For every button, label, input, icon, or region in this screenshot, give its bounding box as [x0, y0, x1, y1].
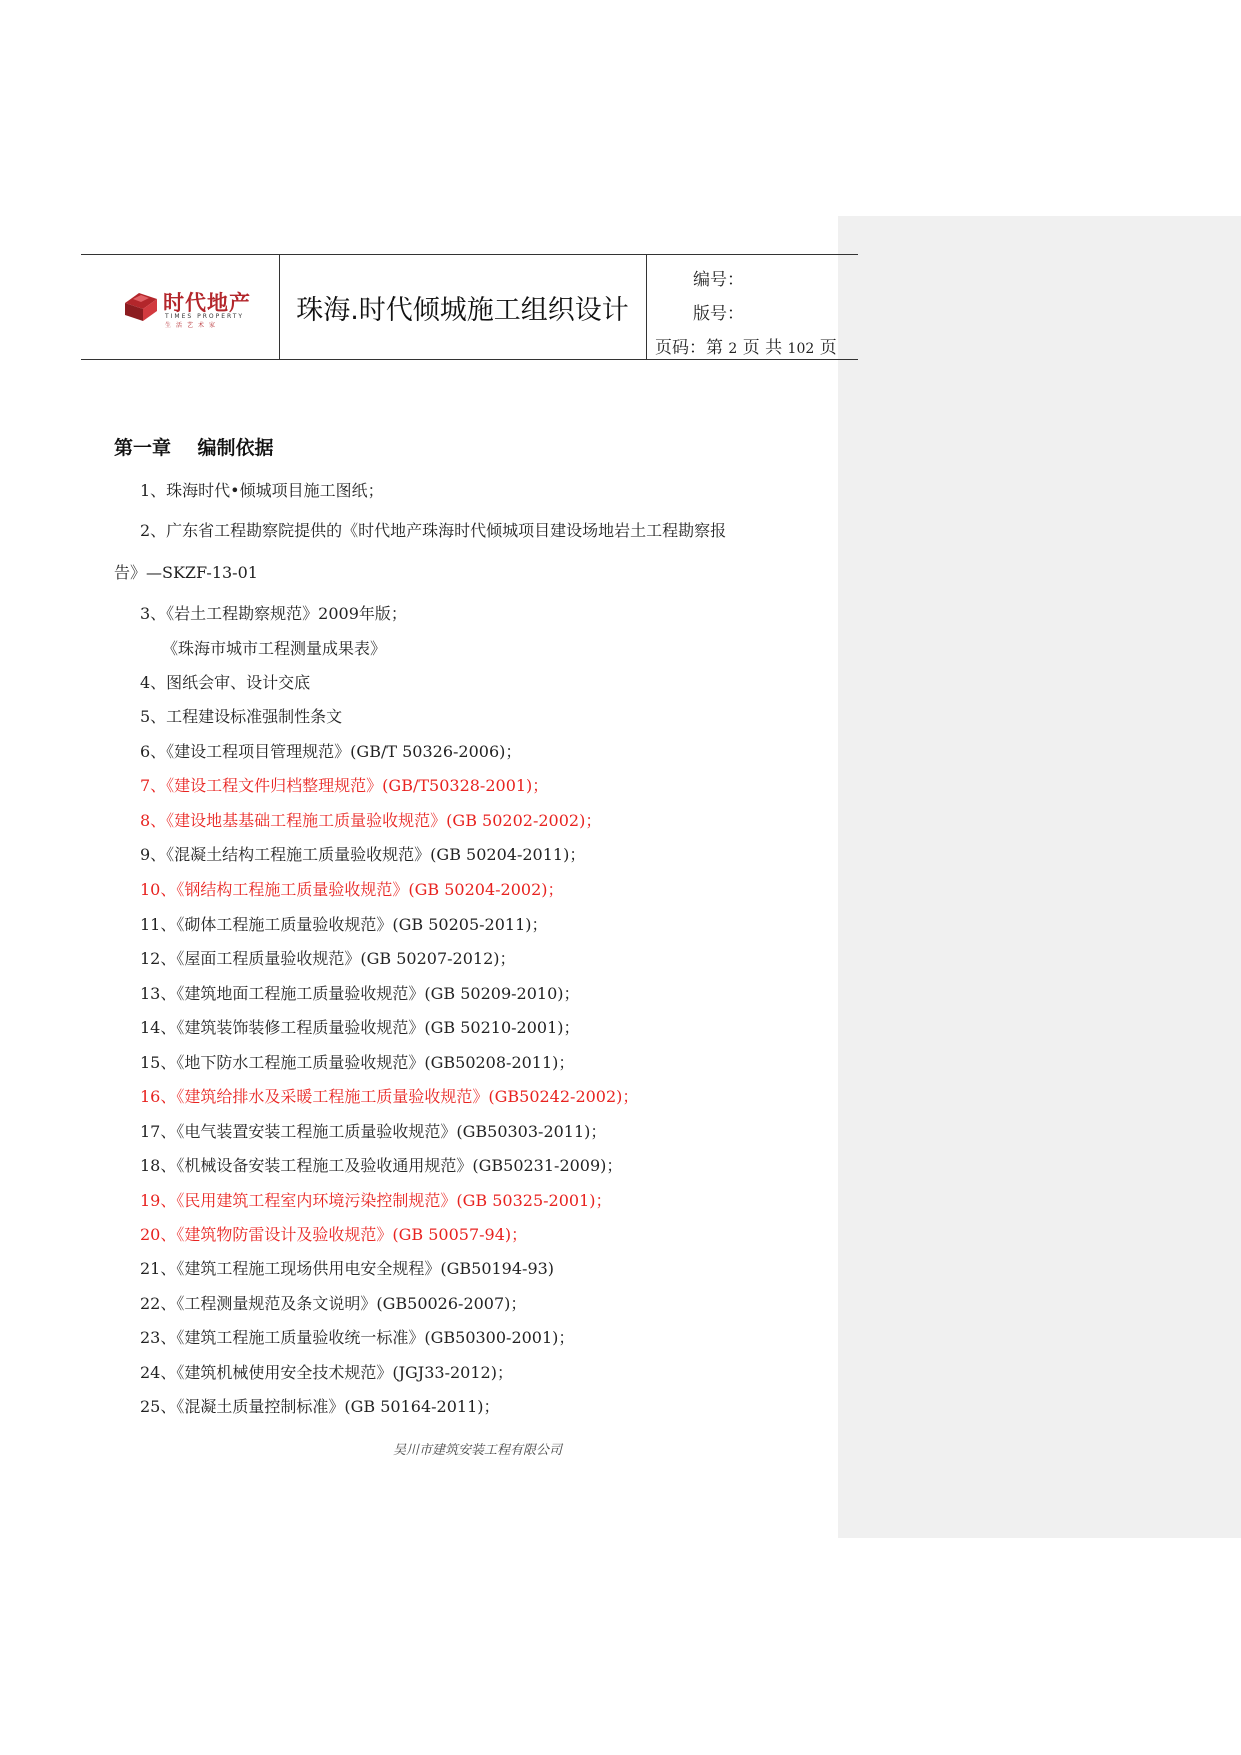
page-footer: 吴川市建筑安装工程有限公司	[393, 1443, 563, 1458]
list-item: 10、《钢结构工程施工质量验收规范》(GB 50204-2002)；	[140, 880, 564, 899]
list-item: 18、《机械设备安装工程施工及验收通用规范》(GB50231-2009)；	[140, 1156, 623, 1175]
list-item: 4、图纸会审、设计交底	[140, 673, 311, 692]
list-item: 21、《建筑工程施工现场供用电安全规程》(GB50194-93)	[140, 1259, 555, 1278]
list-item: 19、《民用建筑工程室内环境污染控制规范》(GB 50325-2001)；	[140, 1191, 612, 1210]
list-item: 2、广东省工程勘察院提供的《时代地产珠海时代倾城项目建设场地岩土工程勘察报	[140, 521, 727, 540]
logo-mark-icon	[121, 289, 161, 323]
list-item: 23、《建筑工程施工质量验收统一标准》(GB50300-2001)；	[140, 1328, 575, 1347]
list-item: 22、《工程测量规范及条文说明》(GB50026-2007)；	[140, 1294, 527, 1313]
page-current: 2	[728, 341, 738, 357]
header-divider	[646, 255, 647, 359]
list-item: 14、《建筑装饰装修工程质量验收规范》(GB 50210-2001)；	[140, 1018, 580, 1037]
list-item: 3、《岩土工程勘察规范》2009年版；	[140, 604, 407, 623]
page-label: 页码：第	[655, 338, 723, 358]
list-item: 告》—SKZF-13-01	[114, 563, 258, 582]
page-indicator	[655, 333, 837, 358]
list-item: 5、工程建设标准强制性条文	[140, 707, 343, 726]
number-label: 编号：	[693, 270, 744, 290]
company-logo	[121, 285, 271, 327]
document-title-text: 珠海.时代倾城施工组织设计	[296, 294, 629, 326]
list-item: 1、珠海时代•倾城项目施工图纸；	[140, 481, 384, 500]
logo-brand-text: 时代地产	[163, 291, 251, 315]
list-item: 6、《建设工程项目管理规范》(GB/T 50326-2006)；	[140, 742, 522, 761]
chapter-heading: 第一章 编制依据	[114, 437, 274, 459]
list-item: 《珠海市城市工程测量成果表》	[162, 639, 387, 658]
list-item: 7、《建设工程文件归档整理规范》(GB/T50328-2001)；	[140, 776, 549, 795]
page-total: 102	[787, 341, 815, 357]
page-mid: 页 共	[742, 338, 783, 358]
document-title	[279, 255, 646, 359]
list-item: 16、《建筑给排水及采暖工程施工质量验收规范》(GB50242-2002)；	[140, 1087, 639, 1106]
list-item: 8、《建设地基基础工程施工质量验收规范》(GB 50202-2002)；	[140, 811, 602, 830]
list-item: 9、《混凝土结构工程施工质量验收规范》(GB 50204-2011)；	[140, 845, 586, 864]
logo-slogan-text: 生活艺术家	[165, 322, 221, 329]
list-item: 13、《建筑地面工程施工质量验收规范》(GB 50209-2010)；	[140, 984, 580, 1003]
list-item: 24、《建筑机械使用安全技术规范》(JGJ33-2012)；	[140, 1363, 513, 1382]
comment-pane	[838, 216, 1241, 1538]
list-item: 12、《屋面工程质量验收规范》(GB 50207-2012)；	[140, 949, 516, 968]
version-label: 版号：	[693, 304, 744, 324]
logo-english-text: TIMES PROPERTY	[165, 313, 245, 320]
list-item: 25、《混凝土质量控制标准》(GB 50164-2011)；	[140, 1397, 500, 1416]
list-item: 17、《电气装置安装工程施工质量验收规范》(GB50303-2011)；	[140, 1122, 607, 1141]
list-item: 15、《地下防水工程施工质量验收规范》(GB50208-2011)；	[140, 1053, 575, 1072]
page-suffix: 页	[819, 338, 837, 358]
list-item: 11、《砌体工程施工质量验收规范》(GB 50205-2011)；	[140, 915, 548, 934]
document-number	[693, 265, 744, 290]
document-header	[81, 254, 858, 360]
document-version	[693, 299, 744, 324]
list-item: 20、《建筑物防雷设计及验收规范》(GB 50057-94)；	[140, 1225, 528, 1244]
